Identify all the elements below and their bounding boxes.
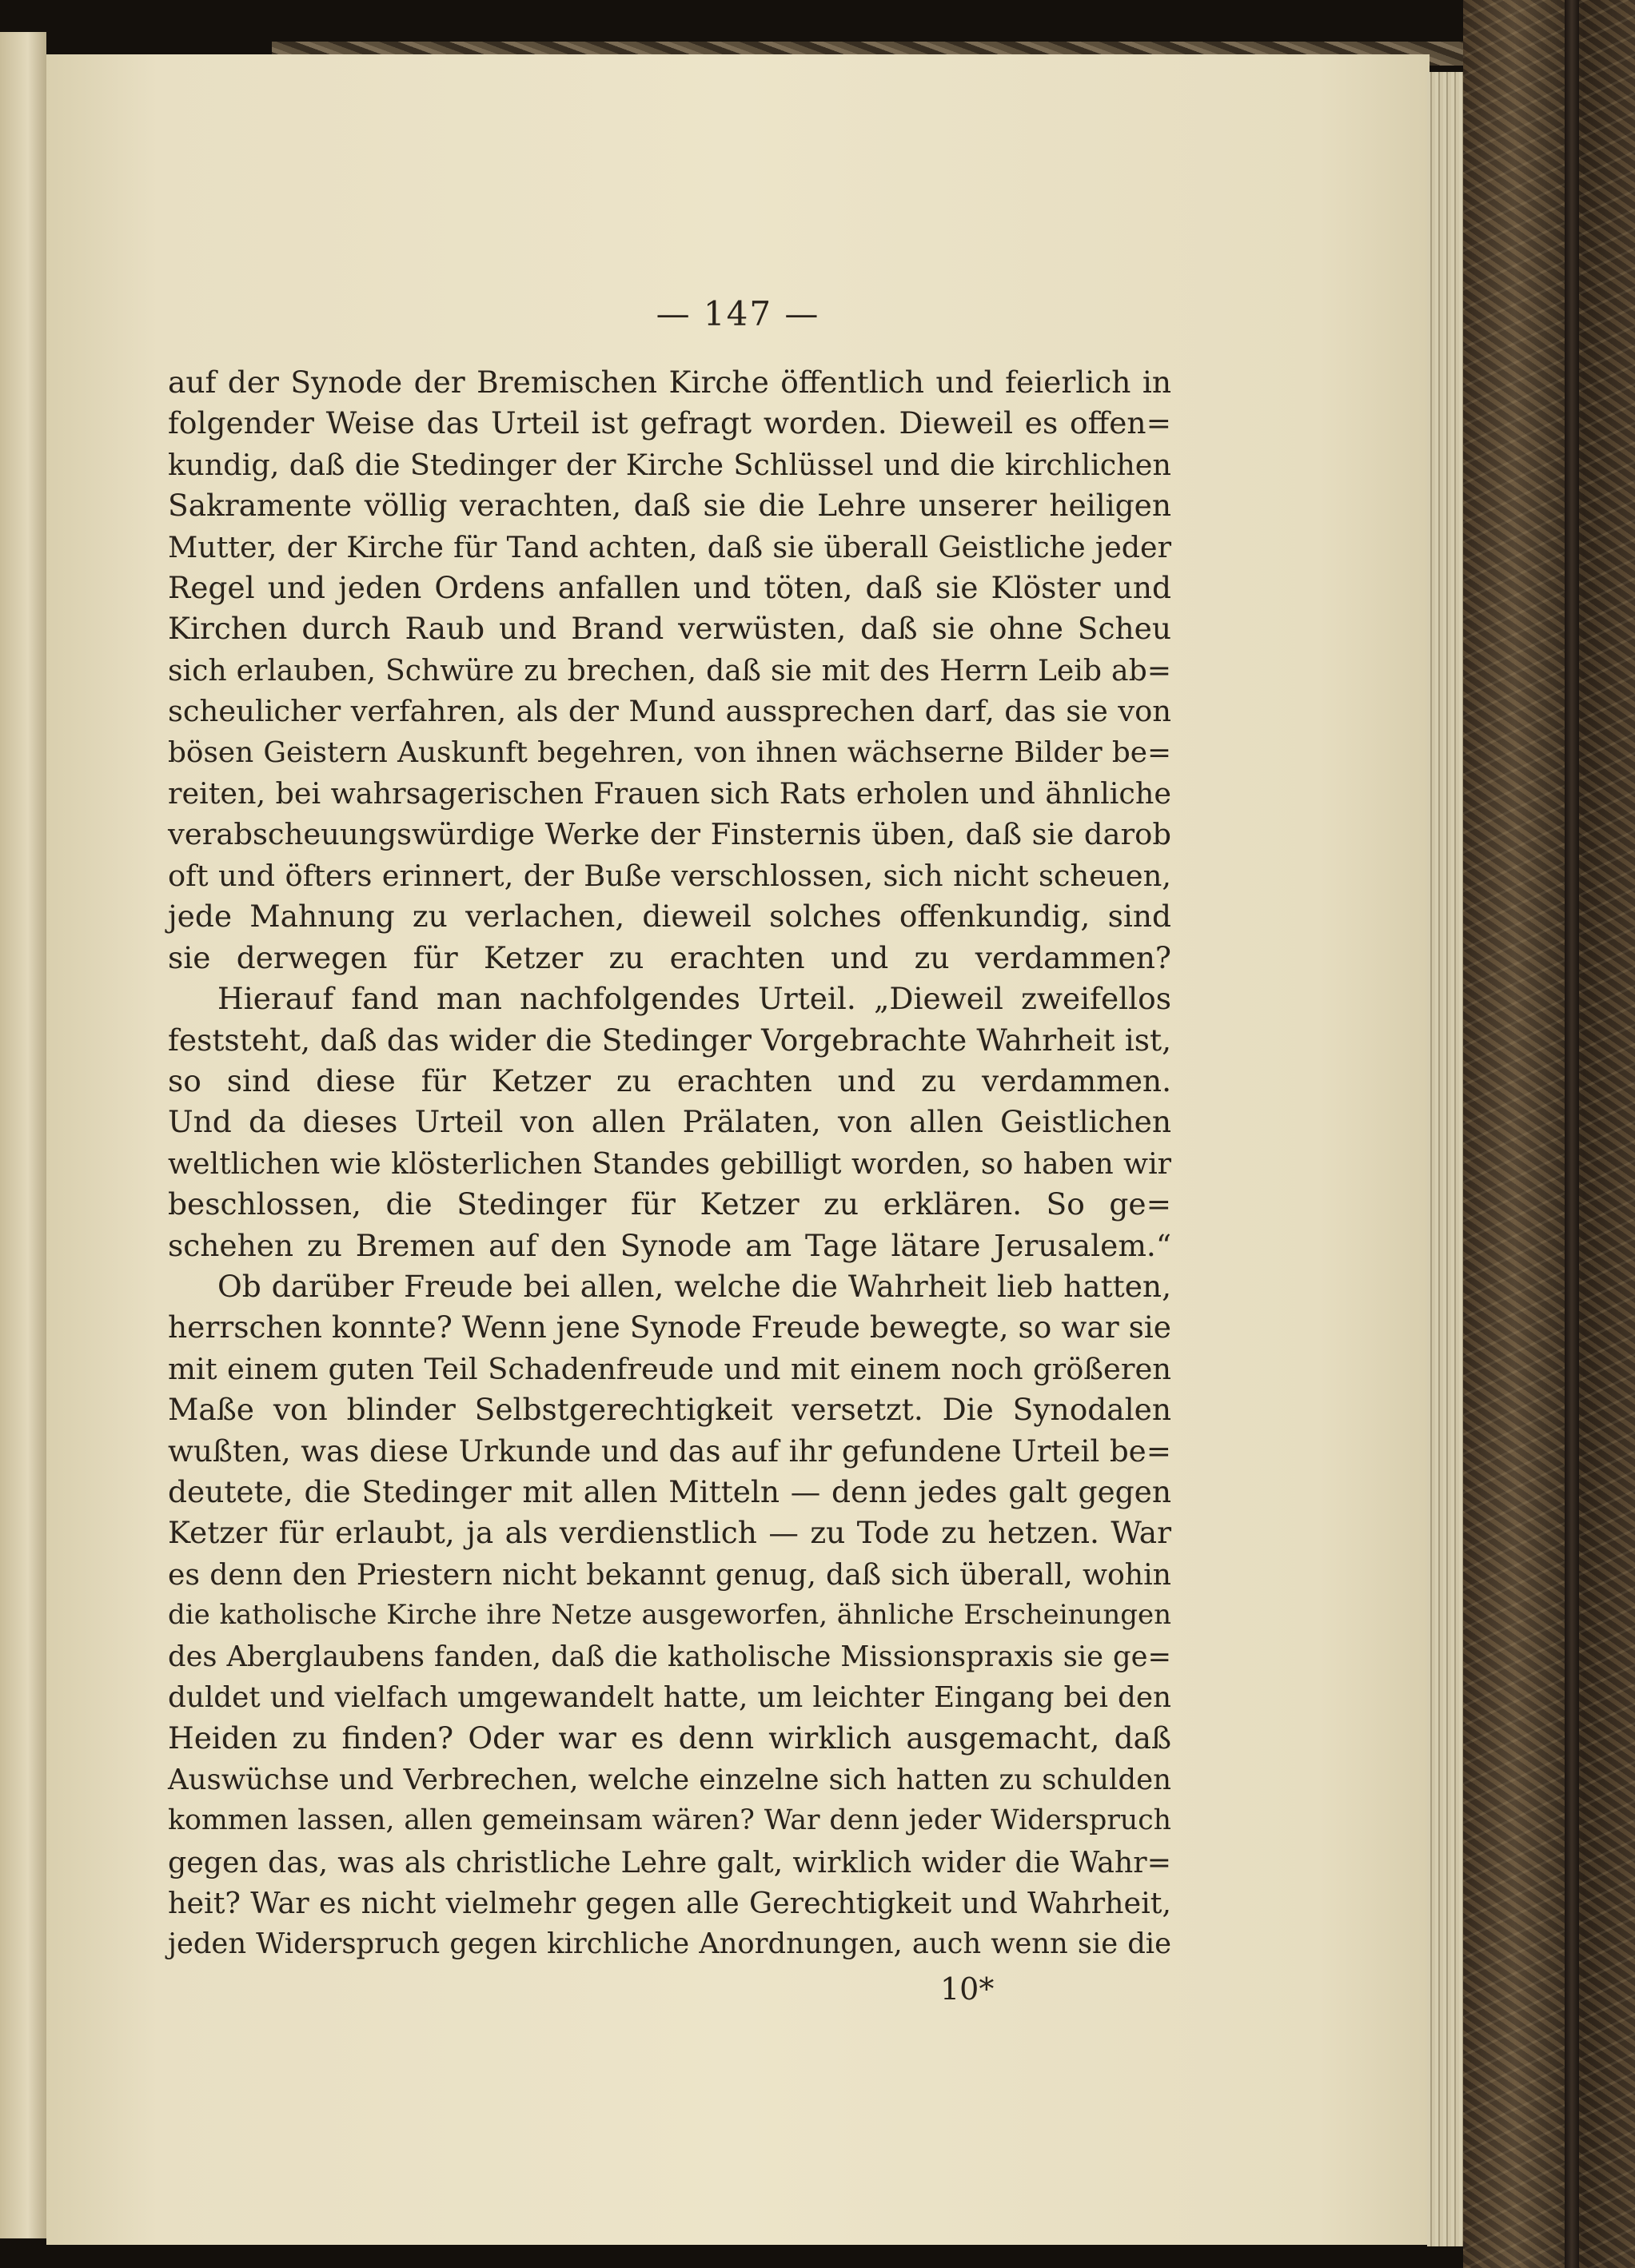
text-line: bösen Geistern Auskunft begehren, von ihnen wächserne Bilder be=: [168, 735, 1171, 769]
text-line: folgender Weise das Urteil ist gefragt worden. Dieweil es offen=: [168, 405, 1171, 441]
text-line: Mutter, der Kirche für Tand achten, daß sie überall Geistliche jeder: [168, 529, 1171, 564]
text-line: Ketzer für erlaubt, ja als verdienstlich — zu Tode zu hetzen. War: [168, 1515, 1171, 1551]
text-line: reiten, bei wahrsagerischen Frauen sich Rats erholen und ähnliche: [168, 776, 1171, 811]
text-line: Regel und jeden Ordens anfallen und töten, daß sie Klöster und: [168, 570, 1171, 606]
text-line: Auswüchse und Verbrechen, welche einzelne sich hatten zu schulden: [168, 1763, 1171, 1796]
text-line: Kirchen durch Raub und Brand verwüsten, daß sie ohne Scheu: [168, 611, 1171, 647]
text-line: deutete, die Stedinger mit allen Mitteln — denn jedes galt gegen: [168, 1473, 1171, 1509]
text-line: feststeht, daß das wider die Stedinger Vorgebrachte Wahrheit ist,: [168, 1022, 1171, 1058]
text-line: duldet und vielfach umgewandelt hatte, um leichter Eingang bei den: [168, 1681, 1171, 1714]
text-line: Heiden zu finden? Oder war es denn wirklich ausgemacht, daß: [168, 1720, 1171, 1756]
text-line: oft und öfters erinnert, der Buße verschlossen, sich nicht scheuen,: [168, 858, 1171, 893]
book-page: [46, 54, 1430, 2245]
text-line: Maße von blinder Selbstgerechtigkeit versetzt. Die Synodalen: [168, 1392, 1171, 1428]
text-line: die katholische Kirche ihre Netze ausgeworfen, ähnliche Erscheinungen: [168, 1599, 1171, 1632]
text-line: kundig, daß die Stedinger der Kirche Schlüssel und die kirchlichen: [168, 447, 1171, 482]
text-line: jede Mahnung zu verlachen, dieweil solches offenkundig, sind: [168, 899, 1171, 935]
text-line: Ob darüber Freude bei allen, welche die Wahrheit lieb hatten,: [217, 1268, 1171, 1304]
text-line: gegen das, was als christliche Lehre galt, wirklich wider die Wahr=: [168, 1844, 1171, 1879]
text-line: wußten, was diese Urkunde und das auf ihr gefundene Urteil be=: [168, 1433, 1171, 1469]
text-line: Hierauf fand man nachfolgendes Urteil. „Dieweil zweifellos: [217, 981, 1171, 1017]
text-line: verabscheuungswürdige Werke der Finsternis üben, daß sie darob: [168, 817, 1171, 852]
text-line: herrschen konnte? Wenn jene Synode Freude bewegte, so war sie: [168, 1309, 1171, 1345]
text-line: kommen lassen, allen gemeinsam wären? War denn jeder Widerspruch: [168, 1804, 1171, 1837]
text-line: weltlichen wie klösterlichen Standes gebilligt worden, so haben wir: [168, 1146, 1171, 1181]
text-line: sich erlauben, Schwüre zu brechen, daß sie mit des Herrn Leib ab=: [168, 652, 1171, 688]
text-line: scheulicher verfahren, als der Mund aussprechen darf, das sie von: [168, 694, 1171, 729]
text-line: Sakramente völlig verachten, daß sie die Lehre unserer heiligen: [168, 488, 1171, 524]
text-line: heit? War es nicht vielmehr gegen alle Gerechtigkeit und Wahrheit,: [168, 1886, 1171, 1921]
text-line: es denn den Priestern nicht bekannt genug, daß sich überall, wohin: [168, 1557, 1171, 1592]
text-line: Und da dieses Urteil von allen Prälaten, von allen Geistlichen: [168, 1104, 1171, 1140]
body-text: [168, 362, 1171, 1965]
text-line: jeden Widerspruch gegen kirchliche Anordnungen, auch wenn sie die: [168, 1927, 1171, 1961]
page-number: — 147 —: [656, 294, 820, 333]
text-line: beschlossen, die Stedinger für Ketzer zu erklären. So ge=: [168, 1186, 1171, 1222]
text-line: des Aberglaubens fanden, daß die katholische Missionspraxis sie ge=: [168, 1640, 1171, 1673]
text-line: sie derwegen für Ketzer zu erachten und zu verdammen?: [168, 939, 1171, 975]
text-line: so sind diese für Ketzer zu erachten und zu verdammen.: [168, 1062, 1171, 1098]
text-line: schehen zu Bremen auf den Synode am Tage lätare Jerusalem.“: [168, 1227, 1171, 1263]
signature-mark: 10*: [940, 1971, 995, 2007]
marbled-cover: [1463, 0, 1635, 2268]
text-line: auf der Synode der Bremischen Kirche öffentlich und feierlich in: [168, 365, 1171, 400]
cover-spine-edge: [1565, 0, 1579, 2268]
text-line: mit einem guten Teil Schadenfreude und mit einem noch größeren: [168, 1351, 1171, 1386]
left-page-edge: [0, 32, 46, 2238]
